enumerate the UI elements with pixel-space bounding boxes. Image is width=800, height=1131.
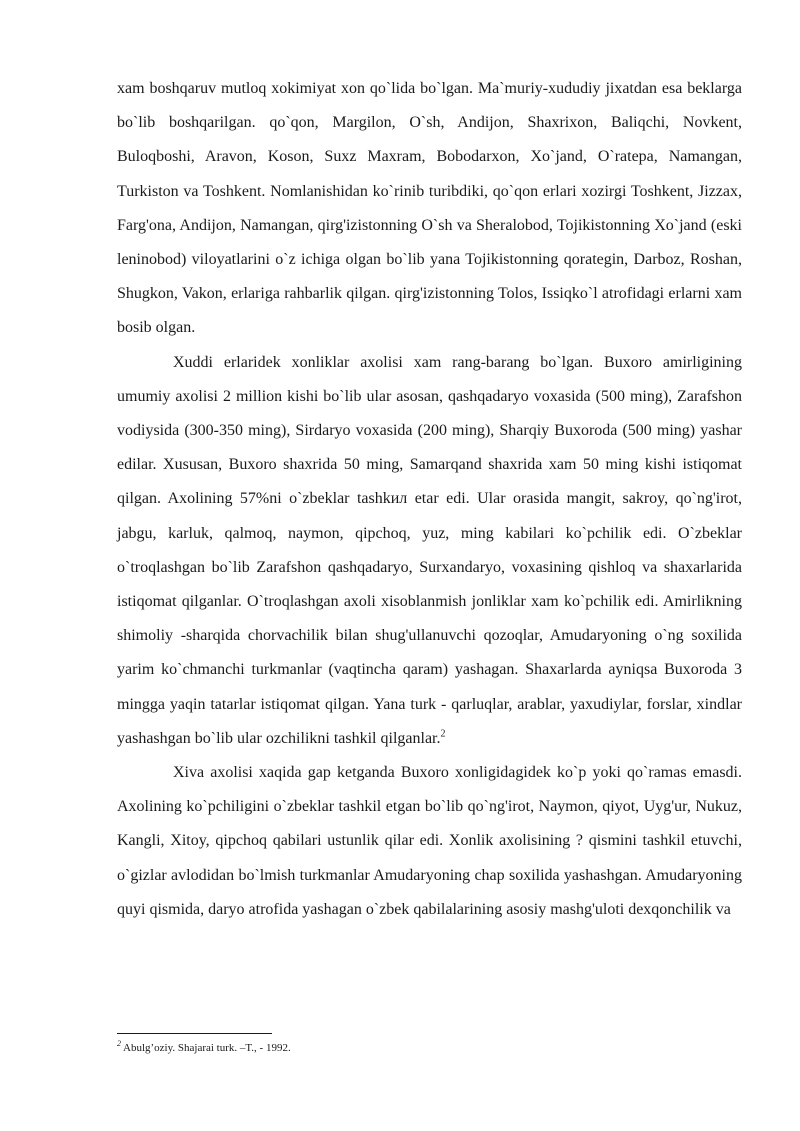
paragraph-2-text: Xuddi erlaridek xonliklar axolisi xam rang-barang bo`lgan. Buxoro amirligining umumiy axolisi 2 million kishi bo`lib ular asosan, qashqadaryo voxasida (500 ming), Zarafshon vodiysida (300-350 ming), Sirdaryo voxasida (200 ming), Sharqiy Buxoroda (500 ming) yashar edilar. Xususan, Buxoro shaxrida 50 ming, Samarqand shaxrida xam 50 ming kishi istiqomat qilgan. Axolining 57%ni o`zbeklar tashkил etar edi. Ular orasida mangit, sakroy, qo`ng'irot, jabgu, karluk, qalmoq, naymon, qipchoq, yuz, ming kabilari ko`pchilik edi. O`zbeklar o`troqlashgan bo`lib Zarafshon qashqadaryo, Surxandaryo, voxasining qishloq va shaxarlarida istiqomat qilganlar. O`troqlashgan axoli xisoblanmish jonliklar xam ko`pchilik edi. Amirlikning shimoliy -sharqida chorvachilik bilan shug'ullanuvchi qozoqlar, Amudaryoning o`ng soxilida yarim ko`chmanchi turkmanlar (vaqtincha qaram) yashagan. Shaxarlarda ayniqsa Buxoroda 3 mingga yaqin tatarlar istiqomat qilgan. Yana turk - qarluqlar, arablar, yaxudiylar, forslar, xindlar yashashgan bo`lib ular ozchilikni tashkil qilganlar. (117, 353, 742, 747)
paragraph-1: xam boshqaruv mutloq xokimiyat xon qo`lida bo`lgan. Ma`muriy-xududiy jixatdan esa beklarga bo`lib boshqarilgan. qo`qon, Margilon, O`sh, Andijon, Shaxrixon, Baliqchi, Novkent, Buloqboshi, Aravon, Koson, Suxz Maxram, Bobodarxon, Xo`jand, O`ratepa, Namangan, Turkiston va Toshkent. Nomlanishidan ko`rinib turibdiki, qo`qon erlari xozirgi Toshkent, Jizzax, Farg'ona, Andijon, Namangan, qirg'izistonning O`sh va Sheralobod, Tojikistonning Xo`jand (eski leninobod) viloyatlarini o`z ichiga olgan bo`lib yana Tojikistonning qorategin, Darboz, Roshan, Shugkon, Vakon, erlariga rahbarlik qilgan. qirg'izistonning Tolos, Issiqko`l atrofidagi erlarni xam bosib olgan. (117, 80, 742, 337)
footnote (117, 1040, 742, 1056)
document-body (117, 72, 742, 927)
footnote-text: Abulg’oziy. Shajarai turk. –T., - 1992. (123, 1042, 291, 1054)
footnote-reference[interactable]: 2 (440, 728, 446, 740)
footnote-mark: 2 (117, 1039, 121, 1049)
footnote-divider (117, 1033, 272, 1034)
paragraph-3: Xiva axolisi xaqida gap ketganda Buxoro xonligidagidek ko`p yoki qo`ramas emasdi. Axolining ko`pchiligini o`zbeklar tashkil etgan bo`lib qo`ng'irot, Naymon, qiyot, Uyg'ur, Nukuz, Kangli, Xitoy, qipchoq qabilari ustunlik qilar edi. Xonlik axolisining ? qismini tashkil etuvchi, o`gizlar avlodidan bo`lmish turkmanlar Amudaryoning chap soxilida yashashgan. Amudaryoning quyi qismida, daryo atrofida yashagan o`zbek qabilalarining asosiy mashg'uloti dexqonchilik va (117, 764, 742, 918)
paragraph-2 (117, 346, 742, 756)
